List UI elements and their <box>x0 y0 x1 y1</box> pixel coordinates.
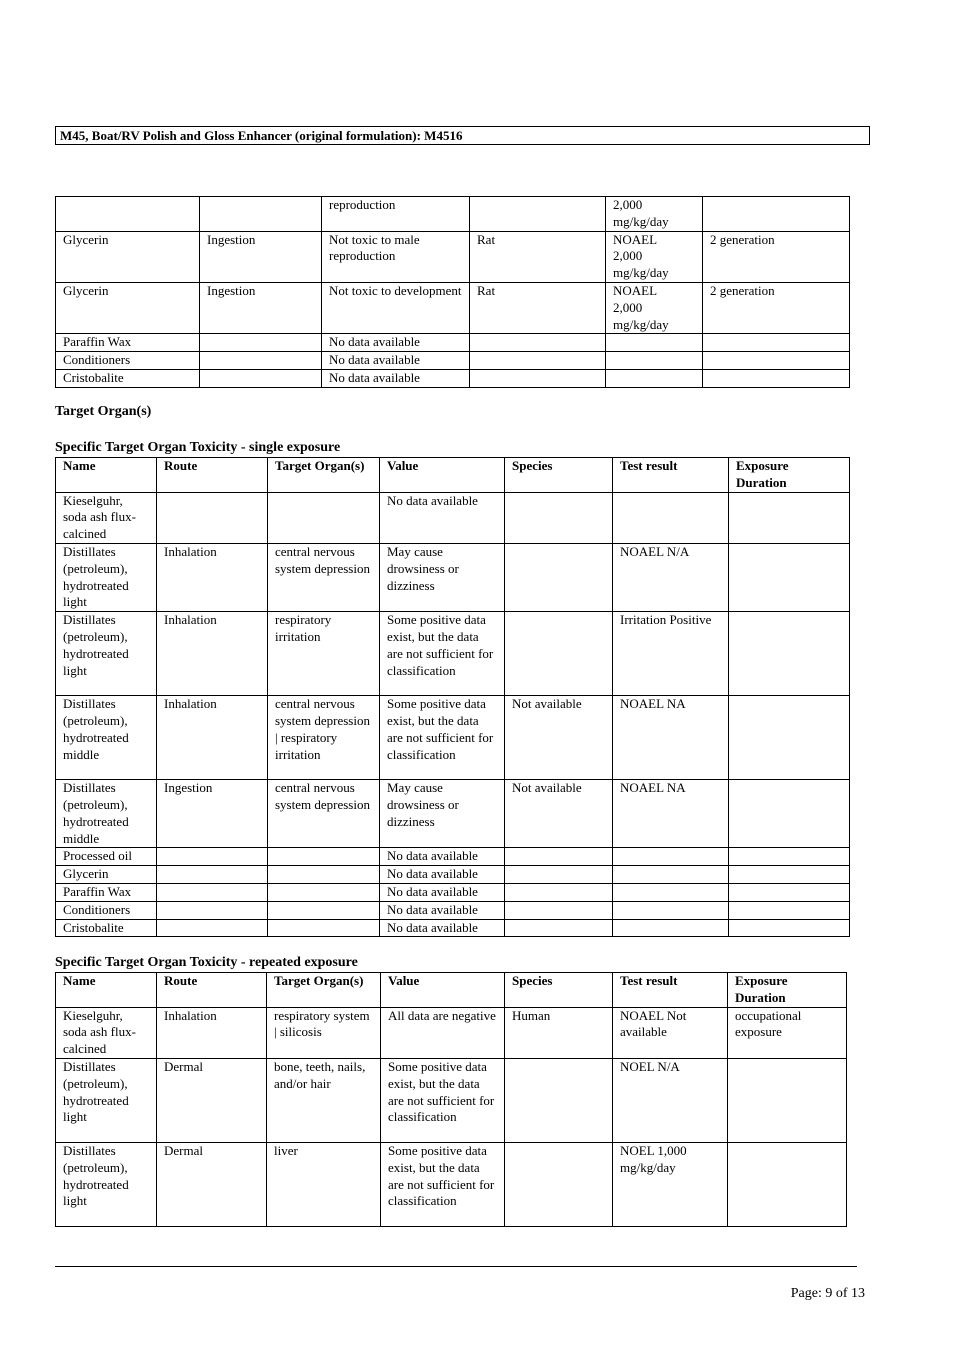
page-number: Page: 9 of 13 <box>790 1286 865 1301</box>
table-cell: No data available <box>380 901 505 919</box>
column-header: Exposure Duration <box>728 973 847 1008</box>
table-cell <box>268 866 380 884</box>
table-cell: Distillates (petroleum), hydrotreated middle <box>56 696 157 780</box>
table-cell <box>729 866 850 884</box>
table-cell: Paraffin Wax <box>56 334 200 352</box>
reproductive-toxicity-table <box>55 196 850 388</box>
table-cell <box>703 334 850 352</box>
table-row <box>56 866 850 884</box>
table-cell <box>505 901 613 919</box>
table-cell <box>200 369 322 387</box>
table-cell: Some positive data exist, but the data are not sufficient for classification <box>380 612 505 696</box>
table-row <box>56 334 850 352</box>
table-row <box>56 848 850 866</box>
table-row <box>56 492 850 543</box>
footer-divider <box>55 1266 857 1267</box>
table-cell: Distillates (petroleum), hydrotreated light <box>56 612 157 696</box>
table-cell: Rat <box>470 282 606 333</box>
table-cell <box>157 866 268 884</box>
table-cell: NOAEL 2,000 mg/kg/day <box>606 231 703 282</box>
table-cell: No data available <box>380 883 505 901</box>
table-cell <box>157 492 268 543</box>
table-cell: Conditioners <box>56 901 157 919</box>
table-cell: Some positive data exist, but the data are not sufficient for classification <box>381 1058 505 1142</box>
table-cell: Some positive data exist, but the data are not sufficient for classification <box>381 1142 505 1226</box>
table-cell: Glycerin <box>56 231 200 282</box>
table-cell: Some positive data exist, but the data are not sufficient for classification <box>380 696 505 780</box>
table-cell <box>268 919 380 937</box>
table-cell: central nervous system depression <box>268 543 380 611</box>
table-cell: Cristobalite <box>56 919 157 937</box>
table-cell <box>606 334 703 352</box>
repeated-exposure-heading: Specific Target Organ Toxicity - repeated exposure <box>55 955 358 970</box>
column-header: Test result <box>613 973 728 1008</box>
column-header: Name <box>56 458 157 493</box>
column-header: Value <box>380 458 505 493</box>
table-cell <box>470 369 606 387</box>
table-cell: reproduction <box>322 197 470 232</box>
table-cell <box>157 901 268 919</box>
table-cell: Distillates (petroleum), hydrotreated light <box>56 1058 157 1142</box>
table-cell <box>505 1058 613 1142</box>
table-cell: 2 generation <box>703 231 850 282</box>
table-cell: NOAEL NA <box>613 696 729 780</box>
column-header: Test result <box>613 458 729 493</box>
table-cell <box>606 352 703 370</box>
table-cell <box>268 848 380 866</box>
table-cell <box>729 543 850 611</box>
table-cell: Kieselguhr, soda ash flux-calcined <box>56 492 157 543</box>
single-exposure-table <box>55 457 850 937</box>
table-cell <box>505 919 613 937</box>
table-cell: Kieselguhr, soda ash flux-calcined <box>56 1007 157 1058</box>
table-cell: Dermal <box>157 1142 267 1226</box>
table-cell <box>613 866 729 884</box>
table-cell <box>729 848 850 866</box>
column-header: Exposure Duration <box>729 458 850 493</box>
table-cell: 2,000 mg/kg/day <box>606 197 703 232</box>
table-cell: Not toxic to development <box>322 282 470 333</box>
table-cell <box>606 369 703 387</box>
table-cell: liver <box>267 1142 381 1226</box>
table-row <box>56 1007 847 1058</box>
table-cell <box>470 334 606 352</box>
table-row <box>56 1142 847 1226</box>
table-cell <box>157 848 268 866</box>
table-cell: Distillates (petroleum), hydrotreated middle <box>56 780 157 848</box>
table-cell <box>729 780 850 848</box>
table-cell <box>470 197 606 232</box>
table-cell: NOAEL NA <box>613 780 729 848</box>
table-cell <box>268 883 380 901</box>
table-cell: No data available <box>322 334 470 352</box>
table-cell <box>200 334 322 352</box>
table-cell <box>613 919 729 937</box>
table-cell: May cause drowsiness or dizziness <box>380 543 505 611</box>
table-cell <box>613 848 729 866</box>
table-cell <box>729 492 850 543</box>
table-cell: respiratory irritation <box>268 612 380 696</box>
table-cell <box>613 492 729 543</box>
table-cell <box>56 197 200 232</box>
table-cell <box>157 883 268 901</box>
table-row <box>56 612 850 696</box>
table-row <box>56 352 850 370</box>
table-cell: Glycerin <box>56 866 157 884</box>
table-cell: Inhalation <box>157 696 268 780</box>
table-cell <box>729 612 850 696</box>
table-cell: Inhalation <box>157 543 268 611</box>
table-cell: Not toxic to male reproduction <box>322 231 470 282</box>
column-header: Species <box>505 973 613 1008</box>
table-cell <box>505 492 613 543</box>
table-cell: respiratory system | silicosis <box>267 1007 381 1058</box>
table-row <box>56 543 850 611</box>
table-cell <box>729 883 850 901</box>
table-row <box>56 901 850 919</box>
table-cell: Dermal <box>157 1058 267 1142</box>
table-cell: NOAEL Not available <box>613 1007 728 1058</box>
table-cell: bone, teeth, nails, and/or hair <box>267 1058 381 1142</box>
table-cell <box>728 1142 847 1226</box>
table-cell: Inhalation <box>157 1007 267 1058</box>
table-row <box>56 282 850 333</box>
table-cell: NOEL 1,000 mg/kg/day <box>613 1142 728 1226</box>
table-cell: No data available <box>380 848 505 866</box>
table-cell: No data available <box>322 369 470 387</box>
table-row <box>56 696 850 780</box>
table-cell <box>728 1058 847 1142</box>
column-header: Target Organ(s) <box>267 973 381 1008</box>
table-cell: Ingestion <box>200 231 322 282</box>
column-header: Route <box>157 973 267 1008</box>
table-row <box>56 919 850 937</box>
table-row <box>56 197 850 232</box>
table-cell <box>200 352 322 370</box>
table-cell <box>505 543 613 611</box>
table-cell: Distillates (petroleum), hydrotreated light <box>56 543 157 611</box>
table-cell: 2 generation <box>703 282 850 333</box>
table-cell: NOAEL 2,000 mg/kg/day <box>606 282 703 333</box>
table-cell <box>268 492 380 543</box>
table-cell <box>703 197 850 232</box>
column-header: Target Organ(s) <box>268 458 380 493</box>
table-cell: Cristobalite <box>56 369 200 387</box>
table-cell <box>613 901 729 919</box>
table-cell: Processed oil <box>56 848 157 866</box>
table-cell <box>157 919 268 937</box>
table-cell: Ingestion <box>200 282 322 333</box>
table-cell: Not available <box>505 696 613 780</box>
table-cell: NOAEL N/A <box>613 543 729 611</box>
table-row <box>56 1058 847 1142</box>
table-cell: Human <box>505 1007 613 1058</box>
table-cell <box>268 901 380 919</box>
table-cell: All data are negative <box>381 1007 505 1058</box>
document-title: M45, Boat/RV Polish and Gloss Enhancer (original formulation): M4516 <box>55 126 870 145</box>
table-cell: Conditioners <box>56 352 200 370</box>
table-row <box>56 231 850 282</box>
table-cell: Rat <box>470 231 606 282</box>
table-cell <box>200 197 322 232</box>
table-row <box>56 780 850 848</box>
table-cell: Distillates (petroleum), hydrotreated light <box>56 1142 157 1226</box>
table-cell: central nervous system depression | respiratory irritation <box>268 696 380 780</box>
table-cell: No data available <box>380 919 505 937</box>
table-cell: occupational exposure <box>728 1007 847 1058</box>
table-cell: Paraffin Wax <box>56 883 157 901</box>
table-cell: No data available <box>380 492 505 543</box>
table-cell: No data available <box>380 866 505 884</box>
table-cell <box>505 1142 613 1226</box>
table-cell: central nervous system depression <box>268 780 380 848</box>
table-cell <box>703 369 850 387</box>
table-cell <box>505 848 613 866</box>
table-cell: NOEL N/A <box>613 1058 728 1142</box>
table-cell: Inhalation <box>157 612 268 696</box>
repeated-exposure-table <box>55 972 847 1227</box>
column-header: Species <box>505 458 613 493</box>
table-cell <box>729 696 850 780</box>
table-cell <box>505 612 613 696</box>
table-cell <box>703 352 850 370</box>
table-cell: Irritation Positive <box>613 612 729 696</box>
column-header: Name <box>56 973 157 1008</box>
table-cell <box>729 901 850 919</box>
table-cell: Not available <box>505 780 613 848</box>
table-cell <box>729 919 850 937</box>
table-cell <box>505 883 613 901</box>
table-cell <box>505 866 613 884</box>
single-exposure-heading: Specific Target Organ Toxicity - single exposure <box>55 440 341 455</box>
column-header: Value <box>381 973 505 1008</box>
table-row <box>56 883 850 901</box>
table-cell: May cause drowsiness or dizziness <box>380 780 505 848</box>
table-cell: No data available <box>322 352 470 370</box>
target-organs-heading: Target Organ(s) <box>55 404 152 419</box>
table-cell <box>470 352 606 370</box>
table-cell: Ingestion <box>157 780 268 848</box>
table-cell: Glycerin <box>56 282 200 333</box>
table-row <box>56 369 850 387</box>
table-cell <box>613 883 729 901</box>
column-header: Route <box>157 458 268 493</box>
